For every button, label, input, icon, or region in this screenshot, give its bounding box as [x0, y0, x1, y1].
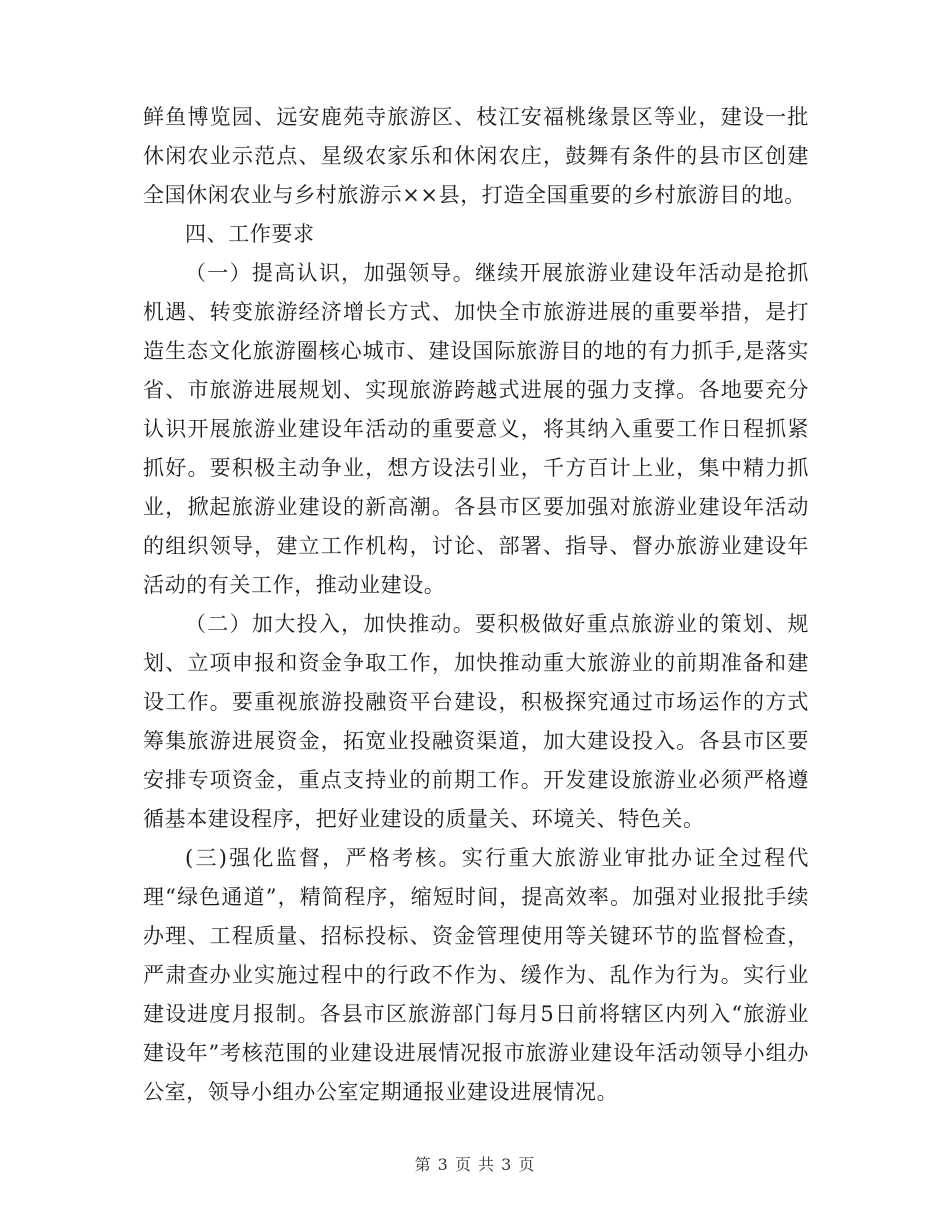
paragraph-continuation: 鲜鱼博览园、远安鹿苑寺旅游区、枝江安福桃缘景区等业，建设一批休闲农业示范点、星级农家乐和休闲农庄，鼓舞有条件的县市区创建全国休闲农业与乡村旅游示××县，打造全国重要的乡村旅游目的地。: [143, 105, 809, 207]
paragraph-increase-investment: （二）加大投入，加快推动。要积极做好重点旅游业的策划、规划、立项申报和资金争取工作，加快推动重大旅游业的前期准备和建设工作。要重视旅游投融资平台建设，积极探究通过市场运作的方式筹集旅游进展资金，拓宽业投融资渠道，加大建设投入。各县市区要安排专项资金，重点支持业的前期工作。开发建设旅游业必须严格遵循基本建设程序，把好业建设的质量关、环境关、特色关。: [143, 612, 809, 831]
section-heading-work-requirements: 四、工作要求: [185, 222, 315, 246]
paragraph-strengthen-supervision: (三)强化监督，严格考核。实行重大旅游业审批办证全过程代理“绿色通道”，精简程序，缩短时间，提高效率。加强对业报批手续办理、工程质量、招标投标、资金管理使用等关键环节的监督检查，严肃查办业实施过程中的行政不作为、缓作为、乱作为行为。实行业建设进度月报制。各县市区旅游部门每月5日前将辖区内列入“旅游业建设年”考核范围的业建设进展情况报市旅游业建设年活动领导小组办公室，领导小组办公室定期通报业建设进展情况。: [143, 846, 809, 1104]
document-body: [143, 98, 809, 1112]
page-number-footer: 第 3 页 共 3 页: [414, 1155, 536, 1174]
paragraph-raise-awareness: （一）提高认识，加强领导。继续开展旅游业建设年活动是抢抓机遇、转变旅游经济增长方式、加快全市旅游进展的重要举措，是打造生态文化旅游圈核心城市、建设国际旅游目的地的有力抓手,是落实省、市旅游进展规划、实现旅游跨越式进展的强力支撑。各地要充分认识开展旅游业建设年活动的重要意义，将其纳入重要工作日程抓紧抓好。要积极主动争业，想方设法引业，千方百计上业，集中精力抓业，掀起旅游业建设的新高潮。各县市区要加强对旅游业建设年活动的组织领导，建立工作机构，讨论、部署、指导、督办旅游业建设年活动的有关工作，推动业建设。: [143, 261, 809, 597]
